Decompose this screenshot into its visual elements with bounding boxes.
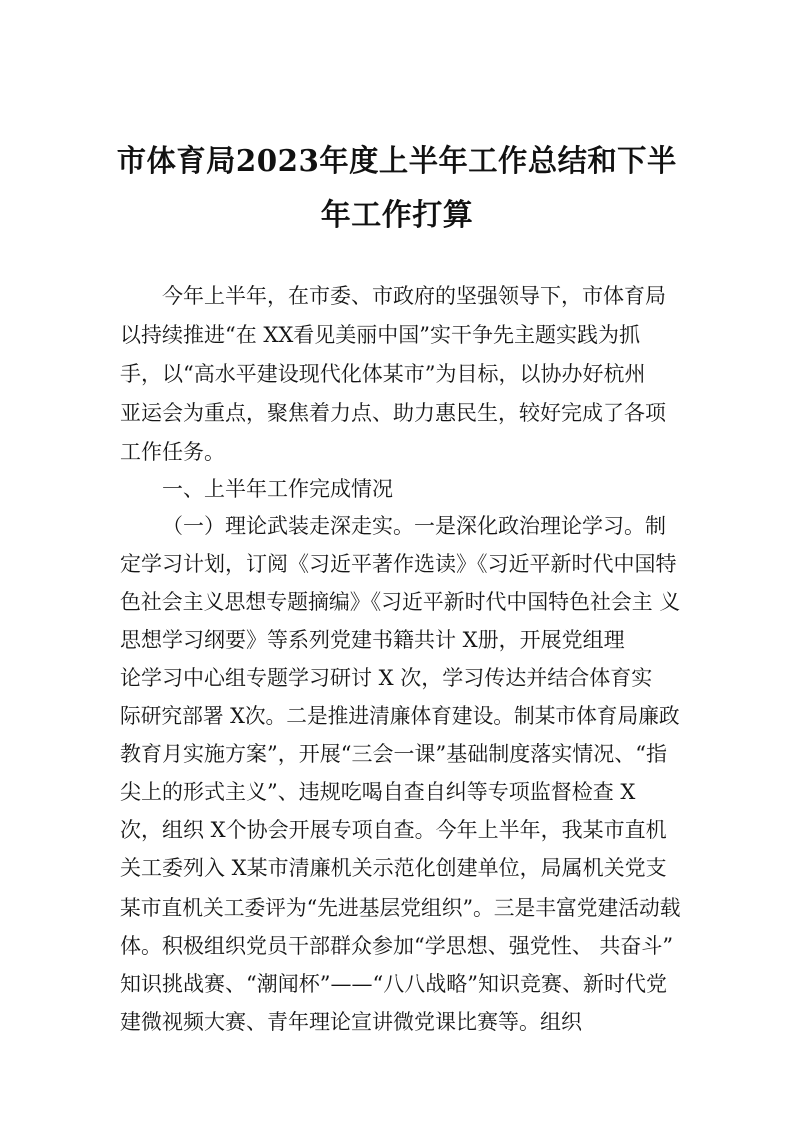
body-line: 关工委列入 X某市清廉机关示范化创建单位，局属机关党支 (120, 856, 667, 880)
body-line: 以持续推进“在 XX看见美丽中国”实干争先主题实践为抓 (120, 323, 641, 347)
body-line: 论学习中心组专题学习研讨 X 次，学习传达并结合体育实 (120, 666, 653, 690)
body-line: 知识挑战赛、“潮闻杯”——“八八战略”知识竞赛、新时代党 (120, 972, 667, 996)
body-line: 定学习计划，订阅《习近平著作选读》《习近平新时代中国特 (120, 552, 677, 576)
body-line: 思想学习纲要》等系列党建书籍共计 X册，开展党组理 (120, 628, 625, 652)
body-line: 今年上半年，在市委、市政府的坚强领导下，市体育局 (162, 284, 666, 308)
body-line: 某市直机关工委评为“先进基层党组织”。三是丰富党建活动载 (120, 896, 681, 920)
body-line: 教育月实施方案”，开展“三会一课”基础制度落实情况、“指 (120, 742, 667, 766)
body-line: （一）理论武装走深走实。一是深化政治理论学习。制 (162, 514, 666, 538)
section-heading: 一、上半年工作完成情况 (162, 477, 393, 501)
body-line: 手，以“高水平建设现代化体某市”为目标，以协办好杭州 (120, 362, 646, 386)
body-line: 工作任务。 (120, 440, 225, 464)
body-line: 色社会主义思想专题摘编》《习近平新时代中国特色社会主 义 (120, 590, 681, 614)
document-title-line-1: 市体育局2023年度上半年工作总结和下半 (117, 144, 677, 179)
body-line: 亚运会为重点，聚焦着力点、助力惠民生，较好完成了各项 (120, 401, 666, 425)
body-line: 际研究部署 X次。二是推进清廉体育建设。制某市体育局廉政 (120, 704, 680, 728)
body-line: 尖上的形式主义”、违规吃喝自查自纠等专项监督检查 X (120, 780, 636, 804)
body-line: 次，组织 X个协会开展专项自查。今年上半年，我某市直机 (120, 818, 667, 842)
body-line: 建微视频大赛、青年理论宣讲微党课比赛等。组织 (120, 1010, 582, 1034)
body-line: 体。积极组织党员干部群众参加“学思想、强党性、 共奋斗” (120, 934, 674, 958)
document-title-line-2: 年工作打算 (320, 198, 474, 233)
